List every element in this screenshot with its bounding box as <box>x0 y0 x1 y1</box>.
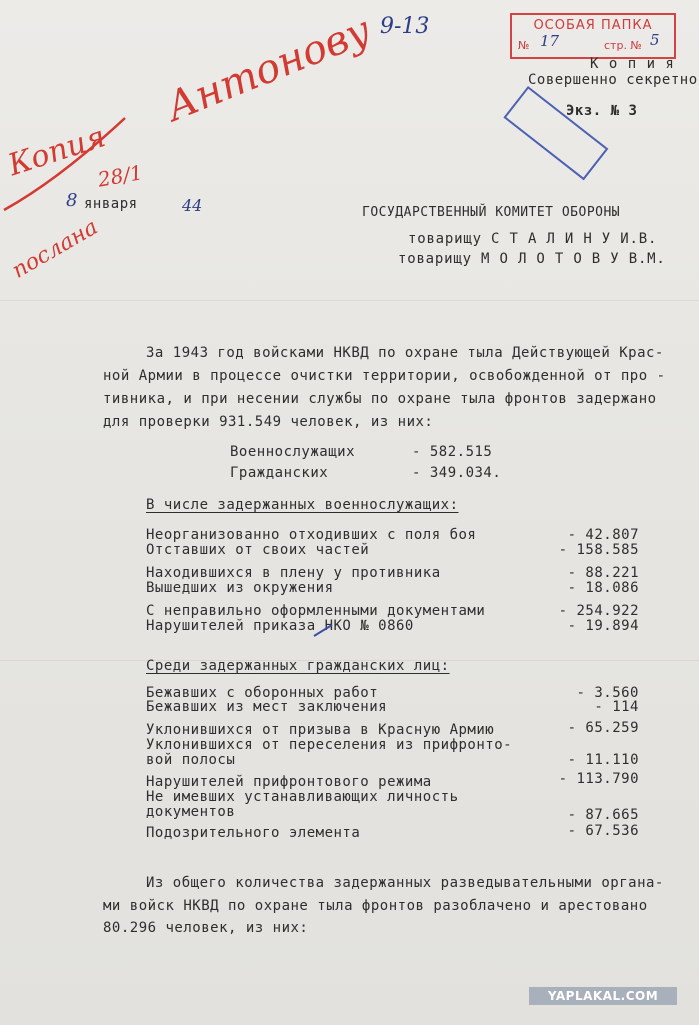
civil-row-label-continued: документов <box>146 804 236 820</box>
outro-line-1: Из общего количества задержанных разведывательными органа- <box>146 875 664 891</box>
military-row-value: - 42.807 <box>567 527 639 543</box>
military-row-value: - 19.894 <box>567 618 639 634</box>
exemplar-label: Экз. № 3 <box>566 103 638 119</box>
military-row-label: Отставших от своих частей <box>146 542 370 558</box>
civil-row-value: - 67.536 <box>567 823 639 839</box>
special-folder-stamp <box>510 13 676 59</box>
civil-row-label: Нарушителей прифронтового режима <box>146 774 432 790</box>
outro-line-3: 80.296 человек, из них: <box>103 920 309 936</box>
total-civil-label: Гражданских <box>230 465 329 481</box>
stamp-title: ОСОБАЯ ПАПКА <box>533 18 653 33</box>
copy-label: К о п и я <box>590 56 675 72</box>
military-row-value: - 88.221 <box>567 565 639 581</box>
red-handwritten-word-copy: Копия <box>4 119 110 184</box>
intro-line-3: тивника, и при несении службы по охране тыла фронтов задержано <box>103 391 657 407</box>
civil-row-value: - 114 <box>594 699 639 715</box>
civil-row-label: Не имевших устанавливающих личность <box>146 789 459 805</box>
intro-line-4: для проверки 931.549 человек, из них: <box>103 414 434 430</box>
blue-handwritten-mark: 9-13 <box>380 14 430 39</box>
organization-title: ГОСУДАРСТВЕННЫЙ КОМИТЕТ ОБОРОНЫ <box>362 205 621 220</box>
military-heading: В числе задержанных военнослужащих: <box>146 497 459 513</box>
intro-line-1: За 1943 год войсками НКВД по охране тыла Действующей Крас- <box>146 345 664 361</box>
stamp-page-label: стр. № <box>604 39 642 52</box>
civil-row-value: - 87.665 <box>567 807 639 823</box>
civil-heading: Среди задержанных гражданских лиц: <box>146 658 450 674</box>
civil-row-value: - 113.790 <box>558 771 639 787</box>
outro-line-2: ми войск НКВД по охране тыла фронтов разоблачено и арестовано <box>103 898 648 914</box>
military-row-label: Вышедших из окружения <box>146 580 334 596</box>
stamp-number-label: № <box>518 39 530 52</box>
military-row-label: Неорганизованно отходивших с поля боя <box>146 527 477 543</box>
total-military-label: Военнослужащих <box>230 444 356 460</box>
addressee-molotov: товарищу М О Л О Т О В У В.М. <box>398 251 666 267</box>
red-handwritten-word-sent: послана <box>8 214 103 284</box>
military-row-label: Нарушителей приказа НКО № 0860 <box>146 618 414 634</box>
intro-line-2: ной Армии в процессе очистки территории, освобожденной от про - <box>103 368 666 384</box>
total-military-value: - 582.515 <box>412 444 493 460</box>
red-handwritten-date: 28/1 <box>96 160 145 192</box>
date-year: 44 <box>182 196 203 215</box>
blue-tick-mark <box>312 622 336 640</box>
military-row-value: - 18.086 <box>567 580 639 596</box>
civil-row-label: Бежавших с оборонных работ <box>146 685 379 701</box>
red-marginal-stroke <box>0 0 260 300</box>
date-month: января <box>84 196 138 212</box>
civil-row-label: Подозрительного элемента <box>146 825 361 841</box>
paper-fold-line <box>0 300 699 301</box>
addressee-stalin: товарищу С Т А Л И Н У И.В. <box>408 231 658 247</box>
civil-row-label-continued: вой полосы <box>146 752 236 768</box>
military-row-value: - 158.585 <box>558 542 639 558</box>
civil-row-label: Уклонившихся от призыва в Красную Армию <box>146 722 495 738</box>
civil-row-label: Бежавших из мест заключения <box>146 699 388 715</box>
civil-row-value: - 3.560 <box>576 685 639 701</box>
secrecy-label: Совершенно секретно <box>528 72 698 88</box>
total-civil-value: - 349.034. <box>412 465 502 481</box>
civil-row-value: - 11.110 <box>567 752 639 768</box>
military-row-value: - 254.922 <box>558 603 639 619</box>
red-handwritten-name: Антонову <box>160 7 378 131</box>
site-watermark: YAPLAKAL.COM <box>529 987 677 1005</box>
military-row-label: Находившихся в плену у противника <box>146 565 441 581</box>
blue-stamp-outline <box>503 86 608 180</box>
civil-row-label: Уклонившихся от переселения из прифронто- <box>146 737 513 753</box>
civil-row-value: - 65.259 <box>567 720 639 736</box>
military-row-label: С неправильно оформленными документами <box>146 603 486 619</box>
date-day: 8 <box>66 190 78 211</box>
stamp-page-value: 5 <box>650 31 660 49</box>
stamp-number-value: 17 <box>540 32 560 50</box>
